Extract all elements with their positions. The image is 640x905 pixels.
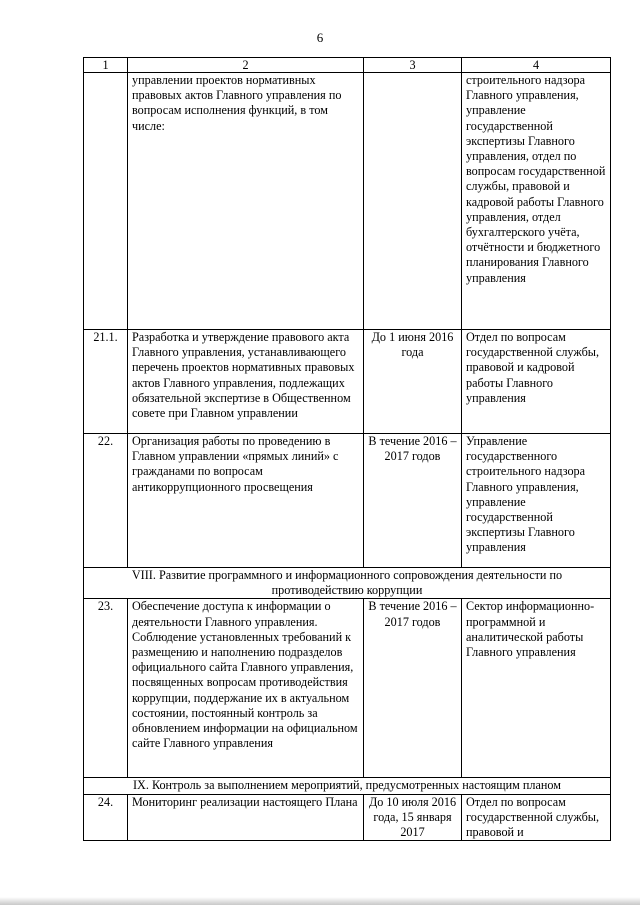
item-responsible: Управление государственного строительного надзора Главного управления, управление государственной экспертизы Главного управления bbox=[462, 434, 611, 568]
section-heading-row bbox=[84, 778, 611, 794]
scan-bottom-edge bbox=[0, 897, 640, 905]
item-deadline: До 1 июня 2016 года bbox=[364, 330, 462, 434]
table-row bbox=[84, 73, 611, 330]
item-deadline: В течение 2016 – 2017 годов bbox=[364, 434, 462, 568]
section-heading: VIII. Развитие программного и информационного сопровождения деятельности по противодействию коррупции bbox=[84, 568, 611, 599]
item-action: Обеспечение доступа к информации о деятельности Главного управления. Соблюдение установленных требований к размещению и наполнению подразделов официального сайта Главного управления, посвященных вопросам противодействия коррупции, поддержание их в актуальном состоянии, постоянный контроль за обновлением информации на официальном сайте Главного управления bbox=[128, 599, 364, 778]
column-number-1: 1 bbox=[84, 58, 128, 73]
item-deadline: До 10 июля 2016 года, 15 января 2017 bbox=[364, 794, 462, 841]
item-number: 22. bbox=[84, 434, 128, 568]
section-heading: IX. Контроль за выполнением мероприятий, предусмотренных настоящим планом bbox=[84, 778, 611, 794]
column-number-4: 4 bbox=[462, 58, 611, 73]
table-row bbox=[84, 794, 611, 841]
item-number: 24. bbox=[84, 794, 128, 841]
table-row bbox=[84, 330, 611, 434]
column-number-3: 3 bbox=[364, 58, 462, 73]
item-action: Мониторинг реализации настоящего Плана bbox=[128, 794, 364, 841]
item-responsible: Сектор информационно-программной и аналитической работы Главного управления bbox=[462, 599, 611, 778]
item-number: 21.1. bbox=[84, 330, 128, 434]
item-action: Организация работы по проведению в Главном управлении «прямых линий» с гражданами по вопросам антикоррупционного просвещения bbox=[128, 434, 364, 568]
column-number-row bbox=[84, 58, 611, 73]
item-deadline: В течение 2016 – 2017 годов bbox=[364, 599, 462, 778]
item-responsible: Отдел по вопросам государственной службы, правовой и bbox=[462, 794, 611, 841]
action-plan-table bbox=[83, 57, 611, 841]
item-action: Разработка и утверждение правового акта Главного управления, устанавливающего перечень проектов нормативных правовых актов Главного управления, подлежащих обязательной экспертизе в Общественном совете при Главном управлении bbox=[128, 330, 364, 434]
table-row bbox=[84, 599, 611, 778]
item-number bbox=[84, 73, 128, 330]
table-row bbox=[84, 434, 611, 568]
item-number: 23. bbox=[84, 599, 128, 778]
item-action: управлении проектов нормативных правовых актов Главного управления по вопросам исполнения функций, в том числе: bbox=[128, 73, 364, 330]
section-heading-row bbox=[84, 568, 611, 599]
item-deadline bbox=[364, 73, 462, 330]
item-responsible: Отдел по вопросам государственной службы, правовой и кадровой работы Главного управления bbox=[462, 330, 611, 434]
column-number-2: 2 bbox=[128, 58, 364, 73]
item-responsible: строительного надзора Главного управления, управление государственной экспертизы Главного управления, отдел по вопросам государственной службы, правовой и кадровой работы Главного управления, отдел бухгалтерского учёта, отчётности и бюджетного планирования Главного управления bbox=[462, 73, 611, 330]
page-number: 6 bbox=[316, 30, 324, 45]
